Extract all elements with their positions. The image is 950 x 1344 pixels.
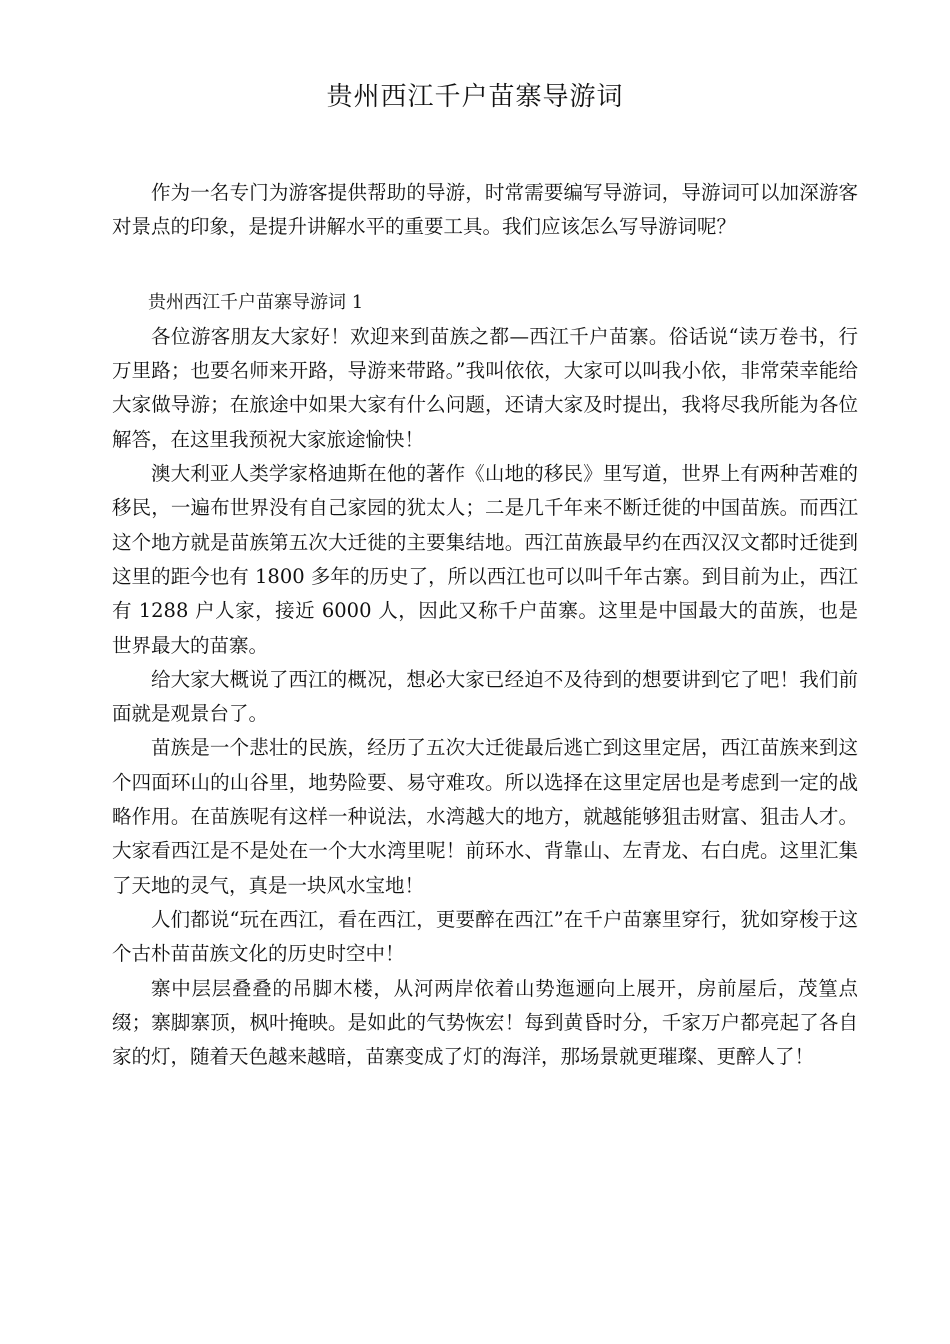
body-paragraph: 人们都说“玩在西江，看在西江，更要醉在西江”在千户苗寨里穿行，犹如穿梭于这个古朴苗苗族文化的历史时空中！	[112, 907, 858, 966]
section-heading: 贵州西江千户苗寨导游词 1	[148, 291, 364, 313]
document-title: 贵州西江千户苗寨导游词	[326, 82, 624, 112]
body-paragraph: 苗族是一个悲壮的民族，经历了五次大迁徙最后逃亡到这里定居，西江苗族来到这个四面环山的山谷里，地势险要、易守难攻。所以选择在这里定居也是考虑到一定的战略作用。在苗族呢有这样一种说法，水湾越大的地方，就越能够狙击财富、狙击人才。大家看西江是不是处在一个大水湾里呢！前环水、背靠山、左青龙、右白虎。这里汇集了天地的灵气，真是一块风水宝地！	[112, 736, 858, 897]
body-paragraph: 寨中层层叠叠的吊脚木楼，从河两岸依着山势迤逦向上展开，房前屋后，茂篁点缀；寨脚寨顶，枫叶掩映。是如此的气势恢宏！每到黄昏时分，千家万户都亮起了各自家的灯，随着天色越来越暗，苗寨变成了灯的海洋，那场景就更璀璨、更醉人了！	[112, 976, 858, 1069]
document-body	[112, 176, 858, 1074]
intro-paragraph: 作为一名专门为游客提供帮助的导游，时常需要编写导游词，导游词可以加深游客对景点的印象，是提升讲解水平的重要工具。我们应该怎么写导游词呢？	[112, 181, 858, 239]
body-paragraph: 澳大利亚人类学家格迪斯在他的著作《山地的移民》里写道，世界上有两种苦难的移民，一遍布世界没有自己家园的犹太人；二是几千年来不断迁徙的中国苗族。而西江这个地方就是苗族第五次大迁徙的主要集结地。西江苗族最早约在西汉汉文都时迁徙到这里的距今也有 1800 多年的历史了，所以西江也可以叫千年古寨。到目前为止，西江有 1288 户人家，接近 6000 人，因此又称千户苗寨。这里是中国最大的苗族，也是世界最大的苗寨。	[112, 462, 858, 657]
body-paragraph: 各位游客朋友大家好！欢迎来到苗族之都—西江千户苗寨。俗话说“读万卷书，行万里路；也要名师来开路，导游来带路。”我叫依依，大家可以叫我小依，非常荣幸能给大家做导游；在旅途中如果大家有什么问题，还请大家及时提出，我将尽我所能为各位解答，在这里我预祝大家旅途愉快！	[112, 324, 858, 451]
body-paragraph: 给大家大概说了西江的概况，想必大家已经迫不及待到的想要讲到它了吧！我们前面就是观景台了。	[112, 667, 858, 726]
